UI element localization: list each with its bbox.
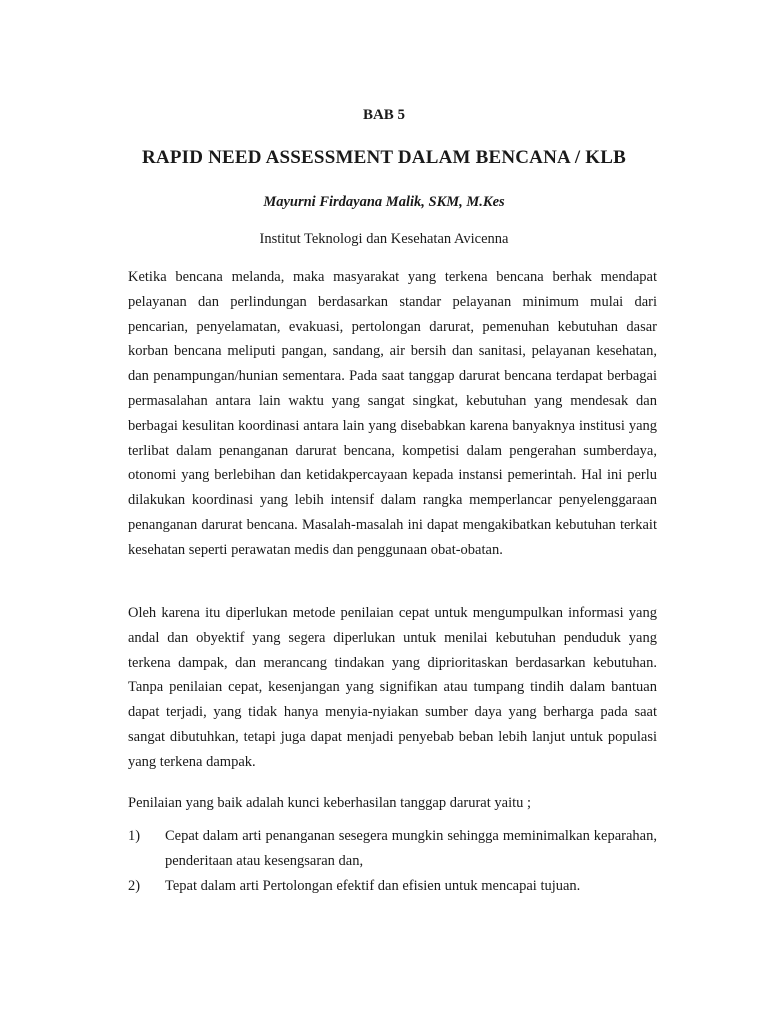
list-item-number: 1): [128, 828, 141, 844]
list-item: [128, 874, 657, 899]
chapter-heading: BAB 5: [362, 107, 406, 123]
list-item-text: Cepat dalam arti penanganan sesegera mungkin sehingga meminimalkan keparahan, penderitaan atau kesengsaran dan,: [165, 828, 657, 869]
paragraph-method: Oleh karena itu diperlukan metode penilaian cepat untuk mengumpulkan informasi yang andal dan obyektif yang segera diperlukan untuk menilai kebutuhan penduduk yang terkena dampak, dan merancang tindakan yang diprioritaskan berdasarkan kebutuhan. Tanpa penilaian cepat, kesenjangan yang signifikan atau tumpang tindih dalam bantuan dapat terjadi, yang tidak hanya menyia-nyiakan sumber daya yang berharga pada saat sangat dibutuhkan, tetapi juga dapat menjadi penyebab beban lebih lanjut untuk populasi yang terkena dampak.: [128, 605, 657, 770]
paragraph-intro: Ketika bencana melanda, maka masyarakat yang terkena bencana berhak mendapat pelayanan dan perlindungan berdasarkan standar pelayanan minimum mulai dari pencarian, penyelamatan, evakuasi, pertolongan darurat, pemenuhan kebutuhan dasar korban bencana meliputi pangan, sandang, air bersih dan sanitasi, pelayanan kesehatan, dan penampungan/hunian sementara. Pada saat tanggap darurat bencana terdapat berbagai permasalahan antara lain waktu yang sangat singkat, kebutuhan yang mendesak dan berbagai kesulitan koordinasi antara lain yang disebabkan karena banyaknya institusi yang terlibat dalam penanganan darurat bencana, kompetisi dalam pengerahan sumberdaya, otonomi yang berlebihan dan ketidakpercayaan kepada instansi pemerintah. Hal ini perlu dilakukan koordinasi yang lebih intensif dalam rangka memperlancar penyelenggaraan penanganan darurat bencana. Masalah-masalah ini dapat mengakibatkan kebutuhan terkait kesehatan seperti perawatan medis dan penggunaan obat-obatan.: [128, 269, 657, 558]
paragraph-key-success: Penilaian yang baik adalah kunci keberhasilan tanggap darurat yaitu ;: [128, 795, 532, 811]
page-title: RAPID NEED ASSESSMENT DALAM BENCANA / KLB: [142, 147, 626, 168]
list-item-number: 2): [128, 878, 141, 894]
list-item: [128, 824, 657, 874]
list-item-text: Tepat dalam arti Pertolongan efektif dan efisien untuk mencapai tujuan.: [165, 878, 581, 894]
author-name: Mayurni Firdayana Malik, SKM, M.Kes: [263, 194, 505, 210]
author-affiliation: Institut Teknologi dan Kesehatan Avicenna: [259, 231, 509, 247]
